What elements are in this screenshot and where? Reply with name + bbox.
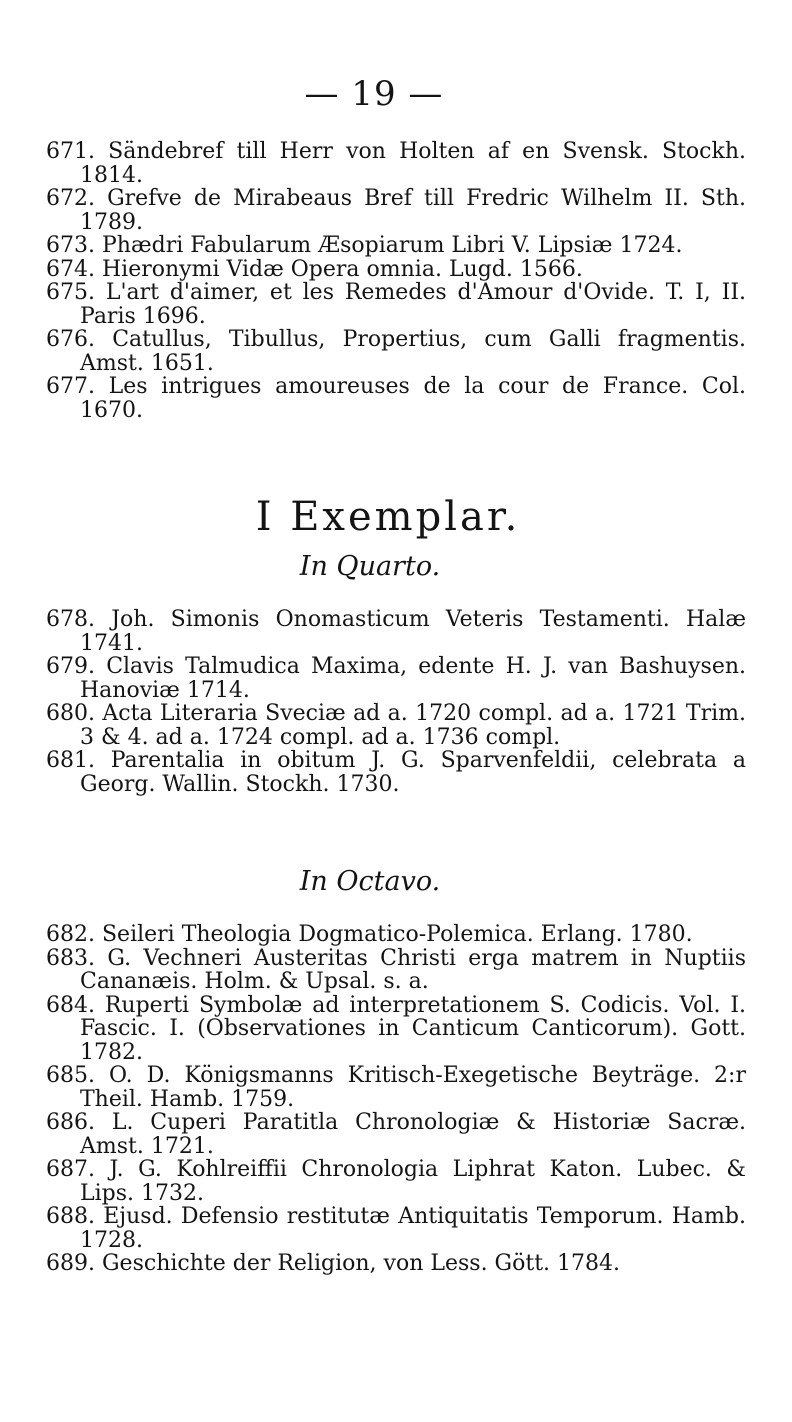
entry-number: 679. [46,654,95,679]
catalog-entry [46,281,746,328]
entry-text: Geschichte der Religion, von Less. Gött. 1784. [101,1251,621,1276]
entry-number: 673. [46,233,95,258]
entry-number: 683. [46,945,95,971]
entry-text: Sändebref till Herr von Holten af en Svensk. Stockh. 1814. [80,139,746,188]
entry-number: 672. [46,186,95,211]
catalog-entry [46,994,746,1065]
entry-number: 675. [46,280,95,305]
entry-text: Hieronymi Vidæ Opera omnia. Lugd. 1566. [101,256,583,282]
catalog-entry [46,1158,746,1205]
catalog-entry [46,1252,746,1276]
entry-number: 682. [46,922,95,947]
entry-text: Catullus, Tibullus, Propertius, cum Galli fragmentis. Amst. 1651. [80,327,746,376]
catalog-entry [46,258,746,282]
page-number: — 19 — [304,74,444,114]
section-subtitle-octavo: In Octavo. [299,866,441,897]
entry-text: Clavis Talmudica Maxima, edente H. J. van Bashuysen. Hanoviæ 1714. [80,654,746,703]
entry-number: 681. [46,748,95,773]
catalog-entry [46,749,746,796]
catalog-entry [46,328,746,375]
catalog-entry [46,655,746,702]
entry-text: Parentalia in obitum J. G. Sparvenfeldii, celebrata a Georg. Wallin. Stockh. 1730. [80,748,746,797]
entry-number: 676. [46,327,95,352]
entry-text: Ruperti Symbolæ ad interpretationem S. Codicis. Vol. I. Fascic. I. (Observationes in Canticum Canticorum). Gott. 1782. [80,992,747,1065]
entry-number: 678. [46,607,95,632]
catalog-entry [46,187,746,234]
catalog-entry [46,375,746,422]
catalog-entry [46,1111,746,1158]
section-title: I Exemplar. [255,494,521,540]
entry-list-top [46,140,746,422]
entry-number: 687. [46,1157,95,1182]
entry-text: J. G. Kohlreiffii Chronologia Liphrat Katon. Lubec. & Lips. 1732. [80,1157,746,1206]
catalog-entry [46,947,746,994]
entry-number: 684. [46,992,95,1018]
entry-number: 685. [46,1063,95,1088]
entry-number: 686. [46,1110,95,1135]
section-subtitle-quarto: In Quarto. [299,551,441,582]
catalog-entry [46,702,746,749]
entry-text: Les intrigues amoureuses de la cour de France. Col. 1670. [80,374,746,423]
catalog-entry [46,140,746,187]
entry-text: Joh. Simonis Onomasticum Veteris Testamenti. Halæ 1741. [80,607,746,656]
entry-text: Acta Literaria Sveciæ ad a. 1720 compl. ad a. 1721 Trim. 3 & 4. ad a. 1724 compl. ad a. 1736 compl. [80,701,746,750]
catalog-entry [46,923,746,947]
entry-text: L. Cuperi Paratitla Chronologiæ & Historiæ Sacræ. Amst. 1721. [80,1110,746,1159]
entry-number: 677. [46,374,95,399]
entry-text: L'art d'aimer, et les Remedes d'Amour d'Ovide. T. I, II. Paris 1696. [80,280,746,329]
entry-number: 688. [46,1204,95,1229]
entry-number: 680. [46,701,95,726]
entry-text: Seileri Theologia Dogmatico-Polemica. Erlang. 1780. [101,922,693,947]
entry-number: 674. [46,256,95,282]
entry-number: 689. [46,1251,95,1276]
catalog-entry [46,1205,746,1252]
catalog-entry [46,1064,746,1111]
entry-list-quarto [46,608,746,796]
catalog-entry [46,234,746,258]
entry-text: O. D. Königsmanns Kritisch-Exegetische Beyträge. 2:r Theil. Hamb. 1759. [80,1063,746,1112]
entry-list-octavo [46,923,746,1276]
entry-text: G. Vechneri Austeritas Christi erga matrem in Nuptiis Cananæis. Holm. & Upsal. s. a. [80,945,746,994]
entry-text: Ejusd. Defensio restitutæ Antiquitatis Temporum. Hamb. 1728. [80,1204,746,1253]
entry-text: Grefve de Mirabeaus Bref till Fredric Wilhelm II. Sth. 1789. [80,186,746,235]
catalog-entry [46,608,746,655]
entry-text: Phædri Fabularum Æsopiarum Libri V. Lipsiæ 1724. [101,233,683,258]
entry-number: 671. [46,139,95,164]
